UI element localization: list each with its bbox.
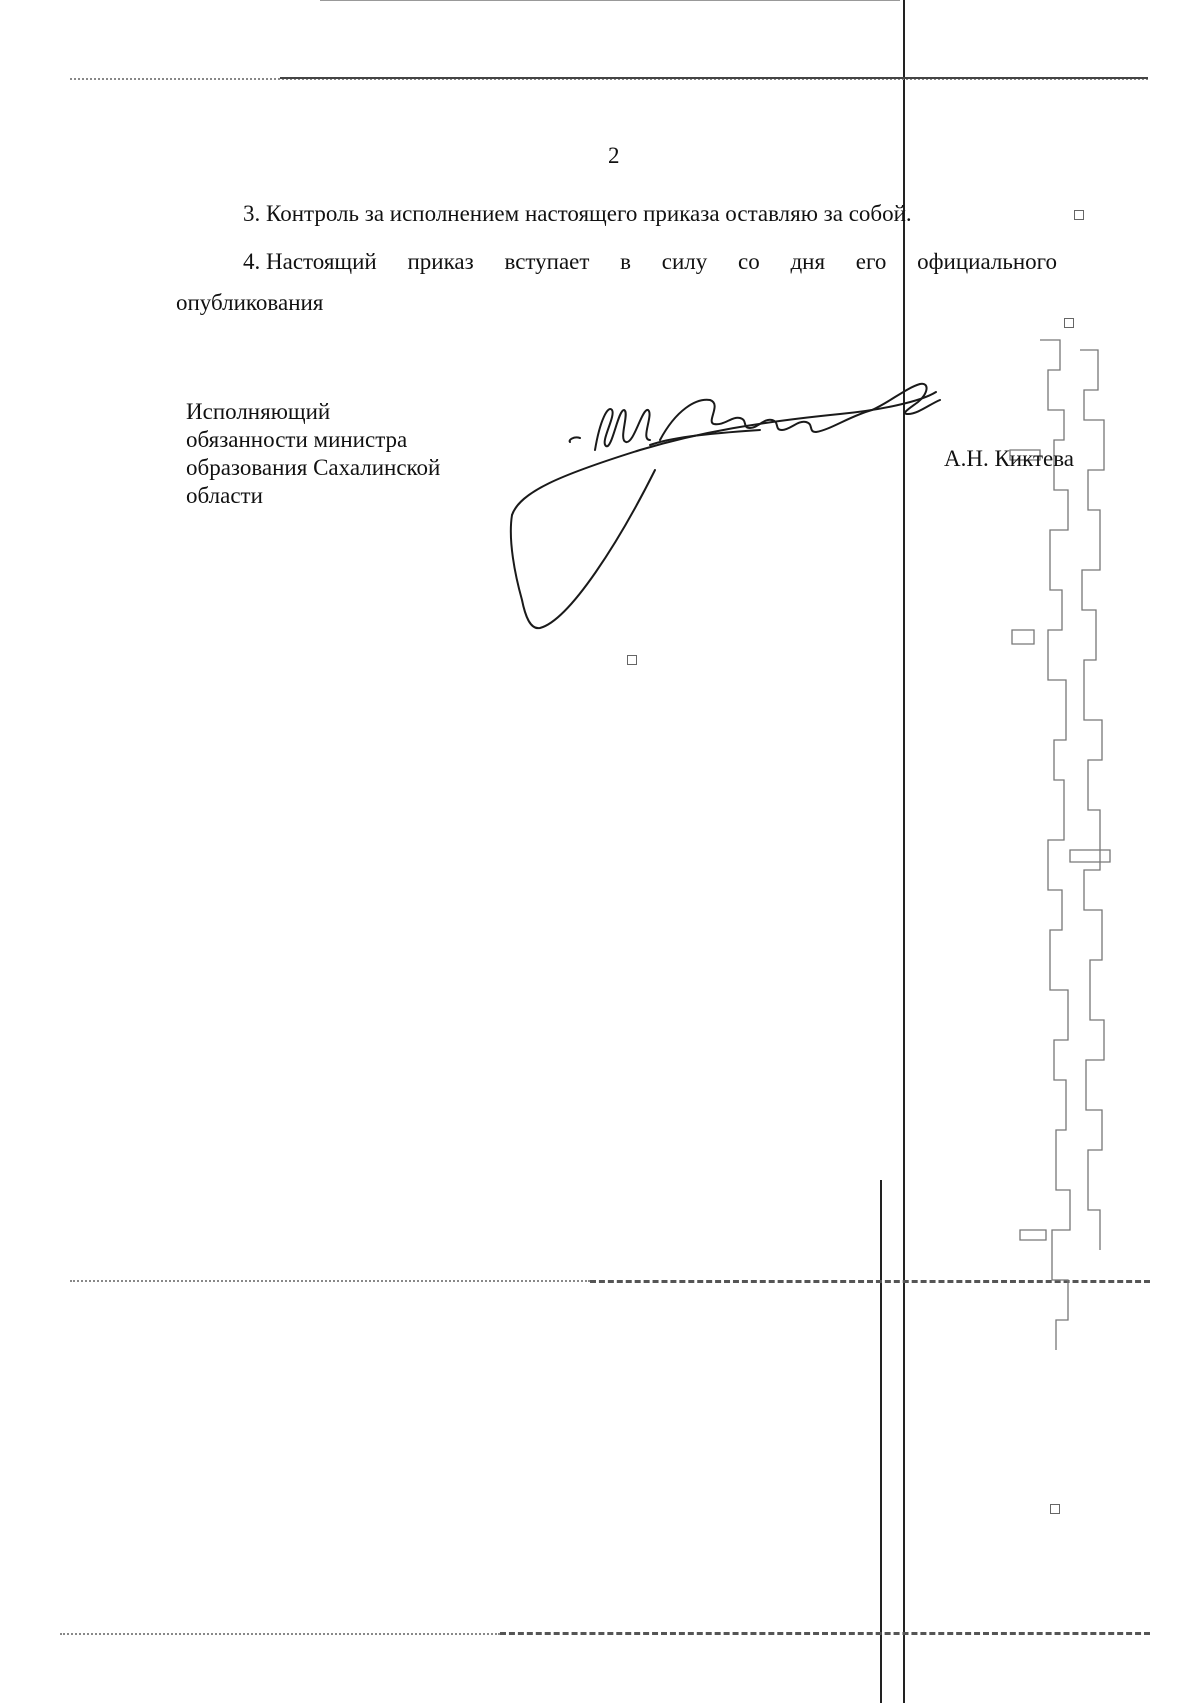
paragraph-4-word: вступает	[504, 249, 590, 274]
top-edge-line	[320, 0, 900, 1]
paragraph-4-continuation: опубликования	[176, 290, 324, 315]
handwritten-signature	[500, 380, 960, 640]
signer-title-line: образования Сахалинской	[186, 455, 441, 480]
paragraph-4-first-line	[243, 249, 1057, 275]
scan-speck	[627, 655, 637, 665]
paragraph-4-word: дня	[790, 249, 826, 274]
paragraph-4-word: силу	[661, 249, 708, 274]
page-number: 2	[608, 143, 620, 168]
bottom-rule	[500, 1632, 1150, 1635]
signer-title-line: Исполняющий	[186, 399, 331, 424]
scan-speck	[1050, 1504, 1060, 1514]
paragraph-4-word: приказ	[407, 249, 474, 274]
signer-title-line: обязанности министра	[186, 427, 408, 452]
scan-noise	[1000, 330, 1150, 1480]
scan-speck	[1064, 318, 1074, 328]
signer-title	[186, 398, 440, 510]
signer-title-line: области	[186, 483, 263, 508]
bottom-rule-dotted	[60, 1633, 500, 1635]
middle-rule-dotted	[70, 1280, 590, 1282]
paragraph-4-word: со	[738, 249, 760, 274]
scan-speck	[1074, 210, 1084, 220]
paragraph-3: 3. Контроль за исполнением настоящего приказа оставляю за собой.	[243, 201, 912, 226]
paragraph-4-word: официального	[917, 249, 1057, 274]
signer-name: А.Н. Киктева	[944, 446, 1075, 471]
vertical-scan-line-bottom	[880, 1180, 882, 1703]
paragraph-4-word: 4. Настоящий	[243, 249, 377, 274]
top-rule-solid	[280, 77, 1148, 79]
paragraph-4-word: в	[620, 249, 632, 274]
paragraph-4-word: его	[855, 249, 887, 274]
